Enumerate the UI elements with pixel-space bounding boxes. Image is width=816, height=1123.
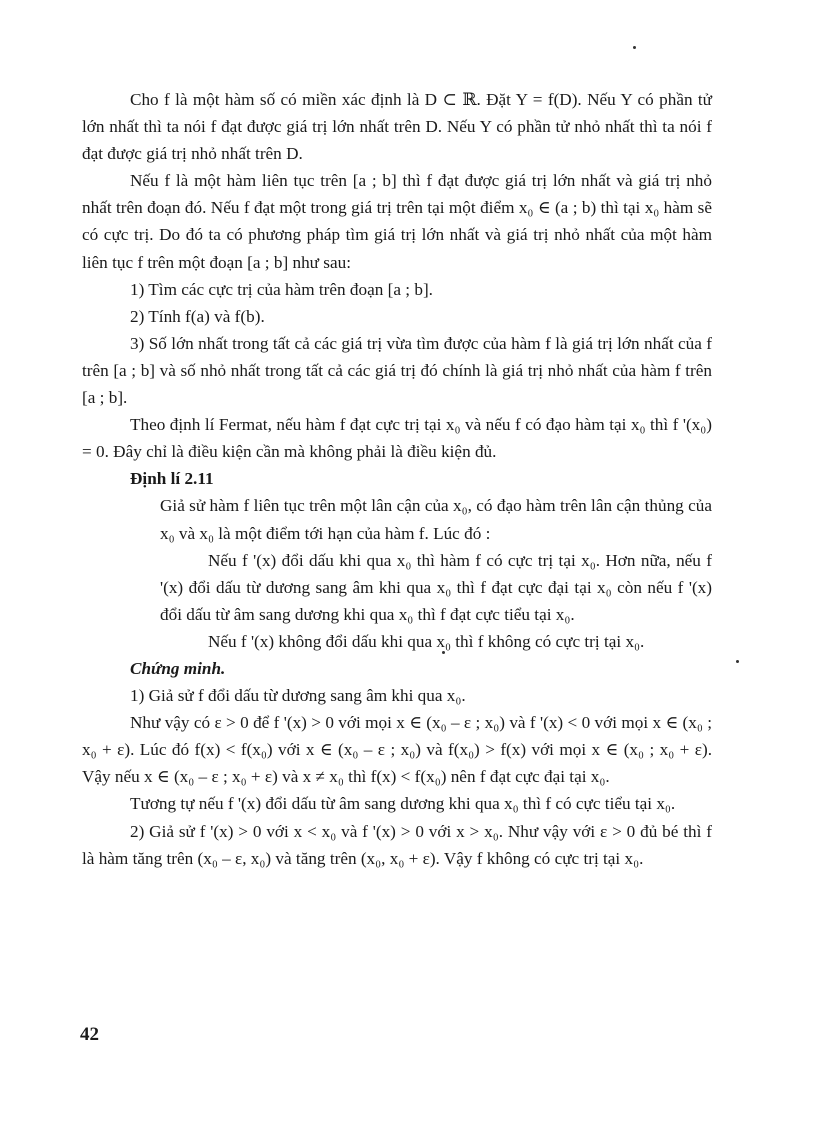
proof-paragraph-1: 1) Giả sử f đổi dấu từ dương sang âm khi qua x₀. — [130, 686, 466, 706]
theorem-body — [160, 492, 712, 655]
page-number: 42 — [80, 1024, 99, 1045]
proof-paragraph-4: 2) Giả sử f '(x) > 0 với x < x₀ và f '(x) > 0 với x > x₀. Như vậy với ε > 0 đủ bé thì f là hàm tăng trên (x₀ – ε, x₀) và tăng trên (x₀, x₀ + ε). Vậy f không có cực trị tại x₀. — [82, 821, 712, 868]
step-2: 2) Tính f(a) và f(b). — [130, 306, 265, 326]
theorem-case-no-sign-change: Nếu f '(x) không đổi dấu khi qua x₀ thì f không có cực trị tại x₀. — [208, 631, 645, 651]
proof-title: Chứng minh. — [130, 658, 226, 678]
step-3: 3) Số lớn nhất trong tất cả các giá trị vừa tìm được của hàm f là giá trị lớn nhất của f trên [a ; b] và số nhỏ nhất trong tất cả các giá trị đó chính là giá trị nhỏ nhất của hàm f trên [a ; b]. — [82, 333, 712, 408]
theorem-title: Định lí 2.11 — [130, 469, 214, 489]
intro-paragraph-2: Nếu f là một hàm liên tục trên [a ; b] thì f đạt được giá trị lớn nhất và giá trị nhỏ nhất trên đoạn đó. Nếu f đạt một trong giá trị trên tại một điểm x₀ ∈ (a ; b) thì tại x₀ hàm sẽ có cực trị. Do đó ta có phương pháp tìm giá trị lớn nhất và giá trị nhỏ nhất của một hàm liên tục f trên một đoạn [a ; b] như sau: — [82, 171, 712, 272]
fermat-paragraph: Theo định lí Fermat, nếu hàm f đạt cực trị tại x₀ và nếu f có đạo hàm tại x₀ thì f '(x₀) = 0. Đây chỉ là điều kiện cần mà không phải là điều kiện đủ. — [82, 415, 712, 462]
scan-speck — [442, 651, 445, 654]
scan-speck — [736, 660, 739, 663]
page-body — [82, 86, 712, 872]
intro-paragraph-1: Cho f là một hàm số có miền xác định là D ⊂ ℝ. Đặt Y = f(D). Nếu Y có phần tử lớn nhất thì ta nói f đạt được giá trị lớn nhất trên D. Nếu Y có phần tử nhỏ nhất thì ta nói f đạt được giá trị nhỏ nhất trên D. — [82, 90, 712, 164]
theorem-hypothesis: Giả sử hàm f liên tục trên một lân cận của x₀, có đạo hàm trên lân cận thủng của x₀ và x₀ là một điểm tới hạn của hàm f. Lúc đó : — [160, 496, 712, 543]
proof-paragraph-3: Tương tự nếu f '(x) đổi dấu từ âm sang dương khi qua x₀ thì f có cực tiểu tại x₀. — [130, 794, 676, 814]
theorem-case-sign-change: Nếu f '(x) đổi dấu khi qua x₀ thì hàm f có cực trị tại x₀. Hơn nữa, nếu f '(x) đổi dấu từ dương sang âm khi qua x₀ thì f đạt cực đại tại x₀ còn nếu f '(x) đổi dấu từ âm sang dương khi qua x₀ thì f đạt cực tiểu tại x₀. — [160, 550, 712, 624]
step-1: 1) Tìm các cực trị của hàm trên đoạn [a ; b]. — [130, 279, 433, 299]
proof-paragraph-2: Như vậy có ε > 0 để f '(x) > 0 với mọi x ∈ (x₀ – ε ; x₀) và f '(x) < 0 với mọi x ∈ (x₀ ; x₀ + ε). Lúc đó f(x) < f(x₀) với x ∈ (x₀ – ε ; x₀) và f(x₀) > f(x) với mọi x ∈ (x₀ ; x₀ + ε). Vậy nếu x ∈ (x₀ – ε ; x₀ + ε) và x ≠ x₀ thì f(x) < f(x₀) nên f đạt cực đại tại x₀. — [82, 713, 712, 787]
scan-speck — [633, 46, 636, 49]
